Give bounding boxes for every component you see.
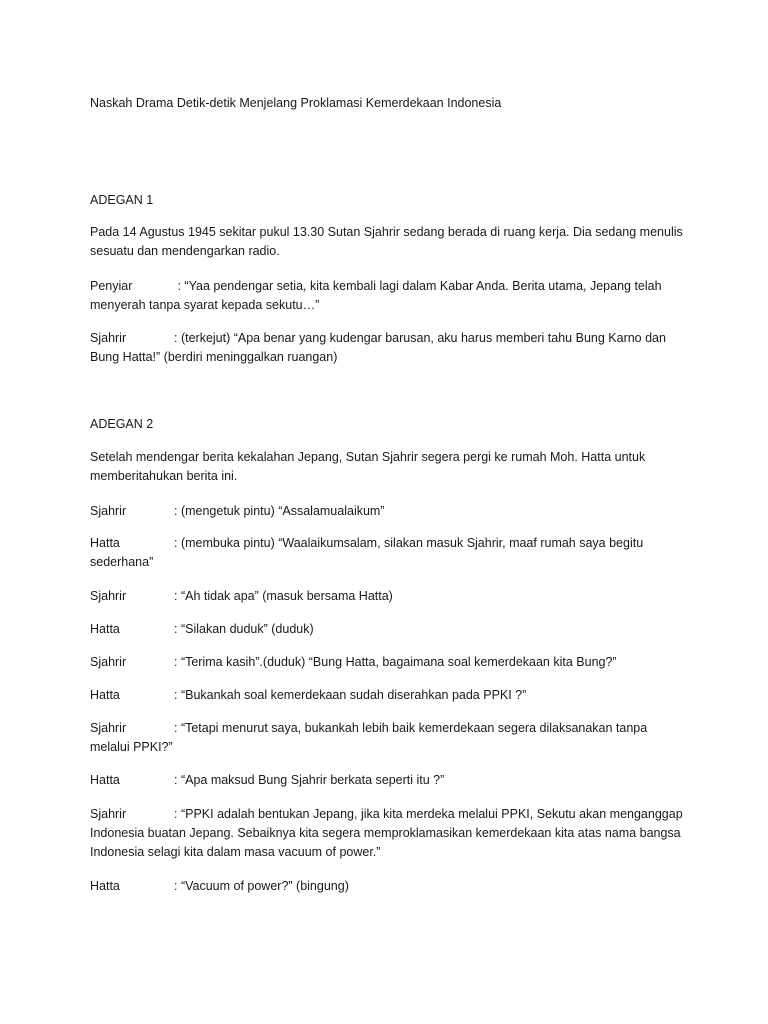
speech-text: : “Vacuum of power?” (bingung) [174, 879, 349, 893]
speech-text: : “Tetapi menurut saya, bukankah lebih baik kemerdekaan segera dilaksanakan tanpa melalui PPKI?” [90, 721, 648, 754]
speech-text: : “Terima kasih”.(duduk) “Bung Hatta, bagaimana soal kemerdekaan kita Bung?” [174, 655, 617, 669]
dialogue-line [90, 277, 685, 315]
dialogue-line [90, 719, 685, 757]
speech-text: : “Yaa pendengar setia, kita kembali lagi dalam Kabar Anda. Berita utama, Jepang telah menyerah tanpa syarat kepada sekutu…” [90, 279, 662, 312]
scene-heading-2: ADEGAN 2 [90, 417, 154, 431]
speaker-name: Sjahrir [90, 331, 127, 345]
speech-text: : “Silakan duduk” (duduk) [174, 622, 314, 636]
dialogue-line [90, 686, 685, 705]
speech-text: : “Bukankah soal kemerdekaan sudah diserahkan pada PPKI ?” [174, 688, 527, 702]
dialogue-line [90, 329, 685, 367]
speaker-name: Hatta [90, 879, 120, 893]
dialogue-line [90, 534, 685, 572]
speaker-name: Penyiar [90, 279, 133, 293]
speaker-name: Sjahrir [90, 504, 127, 518]
speaker-name: Sjahrir [90, 589, 127, 603]
document-title: Naskah Drama Detik-detik Menjelang Proklamasi Kemerdekaan Indonesia [90, 96, 502, 110]
dialogue-line [90, 805, 685, 862]
dialogue-line [90, 620, 685, 639]
dialogue-line [90, 877, 685, 896]
speaker-name: Hatta [90, 536, 120, 550]
speech-text: : “Ah tidak apa” (masuk bersama Hatta) [174, 589, 393, 603]
speaker-name: Sjahrir [90, 807, 127, 821]
scene-1-narration: Pada 14 Agustus 1945 sekitar pukul 13.30 Sutan Sjahrir sedang berada di ruang kerja. Dia sedang menulis sesuatu dan mendengarkan radio. [90, 225, 683, 258]
scene-heading-1: ADEGAN 1 [90, 193, 154, 207]
dialogue-line [90, 771, 685, 790]
speech-text: : (membuka pintu) “Waalaikumsalam, silakan masuk Sjahrir, maaf rumah saya begitu sederhana” [90, 536, 644, 569]
speaker-name: Sjahrir [90, 721, 127, 735]
scene-2-narration: Setelah mendengar berita kekalahan Jepang, Sutan Sjahrir segera pergi ke rumah Moh. Hatta untuk memberitahukan berita ini. [90, 450, 646, 483]
speaker-name: Sjahrir [90, 655, 127, 669]
dialogue-line [90, 587, 685, 606]
speaker-name: Hatta [90, 773, 120, 787]
speech-text: : (mengetuk pintu) “Assalamualaikum” [174, 504, 385, 518]
speech-text: : “PPKI adalah bentukan Jepang, jika kita merdeka melalui PPKI, Sekutu akan menganggap Indonesia buatan Jepang. Sebaiknya kita segera memproklamasikan kemerdekaan kita atas nama bangsa Indonesia selagi kita dalam masa vacuum of power.” [90, 807, 683, 859]
dialogue-line [90, 502, 685, 521]
speaker-name: Hatta [90, 622, 120, 636]
speech-text: : “Apa maksud Bung Sjahrir berkata seperti itu ?” [174, 773, 445, 787]
speech-text: : (terkejut) “Apa benar yang kudengar barusan, aku harus memberi tahu Bung Karno dan Bung Hatta!” (berdiri meninggalkan ruangan) [90, 331, 666, 364]
speaker-name: Hatta [90, 688, 120, 702]
dialogue-line [90, 653, 685, 672]
